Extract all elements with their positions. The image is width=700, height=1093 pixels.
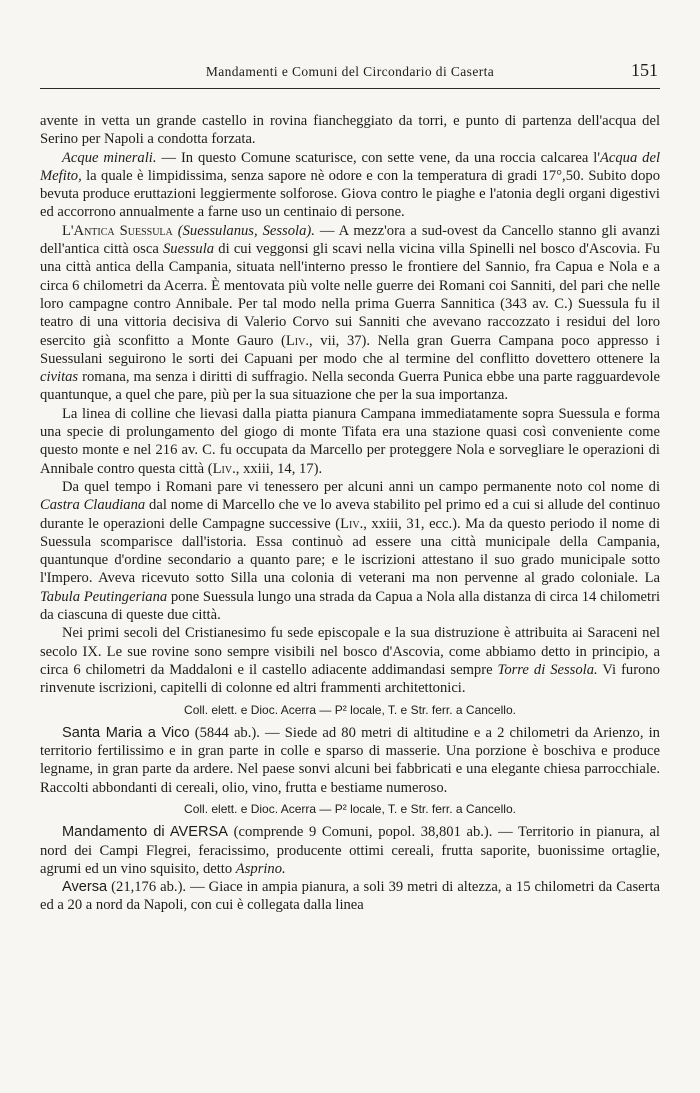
caption-suessula: Coll. elett. e Dioc. Acerra — P² locale, T. e Str. ferr. a Cancello. <box>184 702 516 717</box>
paragraph-mandamento-aversa: Mandamento di AVERSA (comprende 9 Comuni, popol. 38,801 ab.). — Territorio in pianura, al nord dei Campi Flegrei, feracissimo, producente ottimi cereali, frutta saporite, buonissime ortaglie, agrumi ed un vino squisito, detto Asprino. <box>40 824 660 877</box>
paragraph-antica-suessula: L'Antica Suessula (Suessulanus, Sessola). — A mezz'ora a sud-ovest da Cancello stanno gli avanzi dell'antica città osca Suessula di cui veggonsi gli scavi nella vicina villa Spinelli nel bosco d'Ascovia. Fu una città antica della Campania, situata nell'interno presso le frontiere del Sannio, fra Capua e Nola e a circa 6 chilometri da Acerra. È mentovata più volte nelle guerre dei Romani coi Sanniti, del pari che nelle loro campagne contro Annibale. Per tal modo nella prima Guerra Sannitica (343 av. C.) Suessula fu il teatro di una vittoria decisiva di Valerio Corvo sui Sanniti che avevano raccozzato i residui del loro esercito già sconfitto a Monte Gauro (Liv., vii, 37). Nella gran Guerra Campana poco appresso i Suessulani seguirono le sorti dei Capuani per modo che al termine del conflitto dovettero ottenere la civitas romana, ma senza i diritti di suffragio. Nella seconda Guerra Punica ebbe una parte ragguardevole quantunque, a quel che pare, più per la sua situazione che per la sua importanza. <box>40 222 660 404</box>
entry-heading: Santa Maria a Vico <box>62 724 190 741</box>
paragraph-cristianesimo: Nei primi secoli del Cristianesimo fu sede episcopale e la sua distruzione è attribuita ai Saraceni nel secolo IX. Le sue rovine sono sempre visibili nel bosco d'Ascovia, come abbiamo detto in principio, a circa 6 chilometri da Maddaloni e il castello adiacente addimandasi sempre Torre di Sessola. Vi furono rinvenute iscrizioni, capitelli di colonne ed altri frammenti architettonici. <box>40 625 660 697</box>
paragraph-santa-maria-a-vico: Santa Maria a Vico (5844 ab.). — Siede ad 80 metri di altitudine e a 2 chilometri da Arienzo, in territorio fertilissimo e in gran parte in colle e sparso di masserie. Una porzione è boschiva e produce legname, in gran parte da ardere. Nel paese sonvi alcuni bei fabbricati e una elegante chiesa parrocchiale. Raccolti abbondanti di cereali, olio, vino, frutta e bestiame numeroso. <box>40 724 660 796</box>
page-header <box>40 58 660 89</box>
entry-heading: Aversa <box>62 879 108 896</box>
section-heading: L'Antica Suessula <box>62 222 173 239</box>
entry-heading: Mandamento di AVERSA <box>62 824 228 841</box>
paragraph-acque-minerali: Acque minerali. — In questo Comune scaturisce, con sette vene, da una roccia calcarea l'Acqua del Mefito, la quale è limpidissima, senza sapore nè odore e con la temperatura di gradi 17°,50. Subito dopo bevuta produce eruttazioni leggiermente solforose. Giova contro le piaghe e l'atonia degli organi digestivi ed accorrono annualmente a farne uso un centinaio di persone. <box>40 149 661 221</box>
paragraph-aversa: Aversa (21,176 ab.). — Giace in ampia pianura, a soli 39 metri di altezza, a 15 chilometri da Caserta ed a 20 a nord da Napoli, con cui è collegata dalla linea <box>40 879 660 914</box>
paragraph-colline: La linea di colline che lievasi dalla piatta pianura Campana immediatamente sopra Suessula e forma una specie di prolungamento del giogo di monte Tifata era una stazione quasi così conveniente come questo monte e nel 216 av. C. fu occupata da Marcello per proteggere Nola e sorvegliare le operazioni di Annibale contro questa città (Liv., xxiii, 14, 17). <box>40 405 660 477</box>
running-title: Mandamenti e Comuni del Circondario di Caserta <box>205 64 495 79</box>
page-number: 151 <box>631 60 658 80</box>
page-body <box>40 112 660 915</box>
paragraph-romani: Da quel tempo i Romani pare vi tenessero per alcuni anni un campo permanente noto col nome di Castra Claudiana dal nome di Marcello che ve lo aveva stabilito pel primo ed a cui si allude del continuo durante le operazioni delle Campagne successive (Liv., xxiii, 31, ecc.). Ma da questo periodo il nome di Suessula scomparisce dall'istoria. Essa continuò ad essere una città municipale della Campania, quantunque d'ordine secondario a quanto pare; e le iscrizioni attestano il suo grado municipale sotto l'Impero. Aveva ricevuto sotto Silla una colonia di veterani ma non pervenne al grado coloniale. La Tabula Peutingeriana pone Suessula lungo una strada da Capua a Nola alla distanza di circa 14 chilometri da ciascuna di queste due città. <box>40 478 661 624</box>
paragraph-1: avente in vetta un grande castello in rovina fiancheggiato da torri, e punto di partenza dell'acqua del Serino per Napoli a condotta forzata. <box>40 113 660 148</box>
caption-santa-maria: Coll. elett. e Dioc. Acerra — P² locale, T. e Str. ferr. a Cancello. <box>184 801 516 816</box>
section-heading: Acque minerali. <box>62 149 157 166</box>
